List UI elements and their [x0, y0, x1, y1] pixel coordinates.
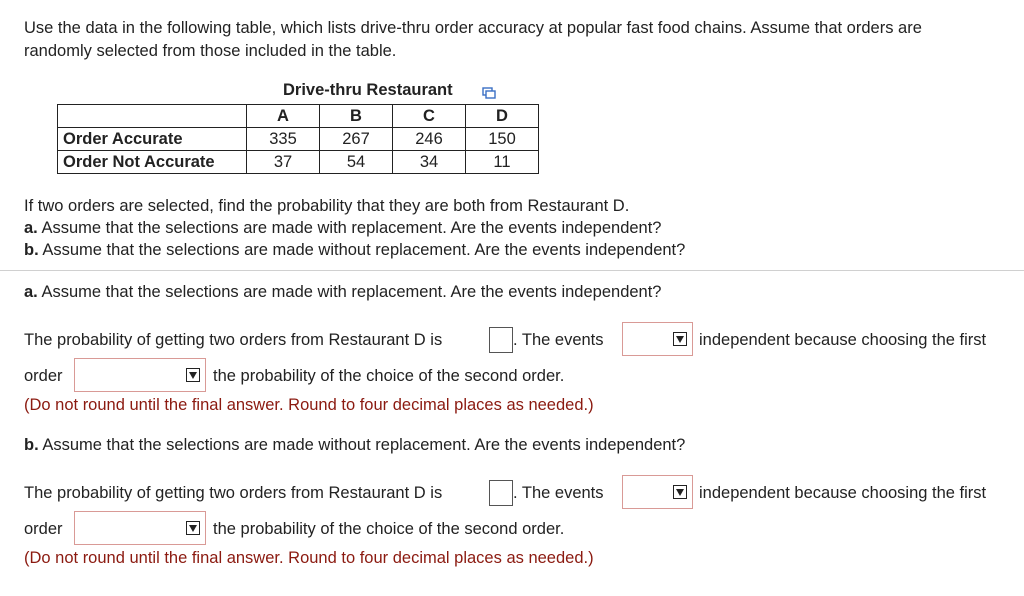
question-a-label: a.	[24, 219, 38, 237]
column-header-b: B	[320, 105, 393, 128]
table-row	[58, 128, 539, 151]
table-cell: 150	[466, 128, 539, 151]
intro-line-1: Use the data in the following table, which lists drive-thru order accuracy at popular fast food chains. Assume that orders are	[24, 19, 922, 37]
part-b-rounding-note: (Do not round until the final answer. Round to four decimal places as needed.)	[24, 549, 594, 567]
table-header-row	[58, 105, 539, 128]
part-a-prob-choice-text: the probability of the choice of the second order.	[213, 367, 565, 385]
column-header-a: A	[247, 105, 320, 128]
table-corner-cell	[58, 105, 247, 128]
part-a-prob-text: The probability of getting two orders from Restaurant D is	[24, 331, 443, 349]
part-a-events-dropdown[interactable]	[622, 322, 693, 356]
part-b-heading-text: Assume that the selections are made without replacement. Are the events independent?	[38, 436, 686, 454]
part-b-probability-input[interactable]	[489, 480, 513, 506]
question-part-b	[24, 239, 685, 261]
table-cell: 54	[320, 151, 393, 174]
chevron-down-icon	[186, 521, 200, 535]
part-b-prob-text: The probability of getting two orders from Restaurant D is	[24, 484, 443, 502]
part-a-order-dropdown[interactable]	[74, 358, 206, 392]
table-cell: 267	[320, 128, 393, 151]
table-cell: 246	[393, 128, 466, 151]
section-divider	[0, 270, 1024, 271]
part-b-heading-label: b.	[24, 436, 39, 454]
question-a-text: Assume that the selections are made with replacement. Are the events independent?	[37, 219, 662, 237]
part-b-heading	[24, 434, 685, 456]
part-b-order-dropdown[interactable]	[74, 511, 206, 545]
chevron-down-icon	[186, 368, 200, 382]
part-b-independent-text: independent because choosing the first	[699, 484, 987, 502]
part-b-events-dropdown[interactable]	[622, 475, 693, 509]
question-line: If two orders are selected, find the probability that they are both from Restaurant D.	[24, 197, 630, 215]
question-b-label: b.	[24, 241, 39, 259]
part-a-heading-text: Assume that the selections are made with replacement. Are the events independent?	[37, 283, 662, 301]
question-b-text: Assume that the selections are made without replacement. Are the events independent?	[38, 241, 686, 259]
chevron-down-icon	[673, 485, 687, 499]
part-a-events-text: . The events	[513, 331, 604, 349]
row-label-order-accurate: Order Accurate	[58, 128, 247, 151]
part-b-events-text: . The events	[513, 484, 604, 502]
table-cell: 34	[393, 151, 466, 174]
table-title: Drive-thru Restaurant	[283, 81, 453, 99]
part-a-independent-text: independent because choosing the first	[699, 331, 987, 349]
row-label-order-not-accurate: Order Not Accurate	[58, 151, 247, 174]
part-b-prob-choice-text: the probability of the choice of the second order.	[213, 520, 565, 538]
part-a-probability-input[interactable]	[489, 327, 513, 353]
table-cell: 335	[247, 128, 320, 151]
chevron-down-icon	[673, 332, 687, 346]
part-a-rounding-note: (Do not round until the final answer. Round to four decimal places as needed.)	[24, 396, 594, 414]
column-header-d: D	[466, 105, 539, 128]
column-header-c: C	[393, 105, 466, 128]
copy-table-icon[interactable]	[482, 85, 496, 99]
drive-thru-table	[57, 104, 539, 174]
part-b-order-text: order	[24, 520, 63, 538]
part-a-heading	[24, 281, 661, 303]
table-row	[58, 151, 539, 174]
table-cell: 11	[466, 151, 539, 174]
intro-line-2: randomly selected from those included in the table.	[24, 42, 397, 60]
table-cell: 37	[247, 151, 320, 174]
part-a-order-text: order	[24, 367, 63, 385]
question-part-a	[24, 217, 661, 239]
part-a-heading-label: a.	[24, 283, 38, 301]
